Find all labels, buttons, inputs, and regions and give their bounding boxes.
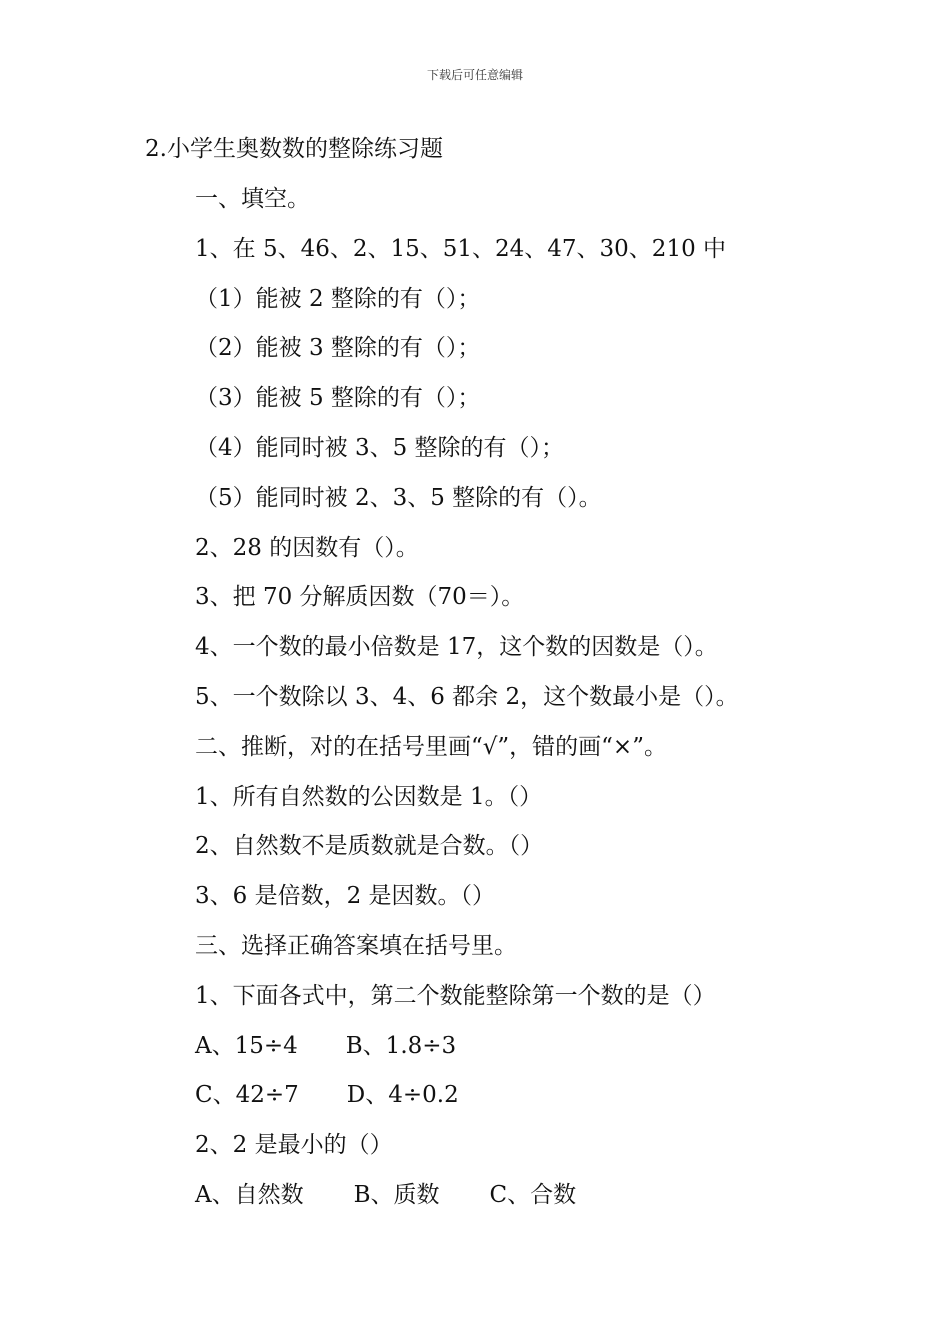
choice-1-options-row-2 xyxy=(195,1079,915,1129)
choice-1-option-b: B、1.8÷3 xyxy=(345,1032,457,1059)
choice-1-option-c: C、42÷7 xyxy=(195,1082,299,1109)
choice-2-option-a: A、自然数 xyxy=(195,1181,304,1208)
judge-1: 1、所有自然数的公因数是 1。（） xyxy=(195,783,543,810)
question-1-part-2: （2）能被 3 整除的有（）； xyxy=(195,335,481,362)
question-3: 3、把 70 分解质因数（70＝）。 xyxy=(195,584,525,611)
question-1: 1、在 5、46、2、15、51、24、47、30、210 中 xyxy=(195,235,727,262)
choice-2-option-c: C、合数 xyxy=(489,1181,577,1208)
question-1-part-4: （4）能同时被 3、5 整除的有（）； xyxy=(195,434,565,461)
choice-2-option-b: B、质数 xyxy=(353,1181,440,1208)
choice-2: 2、2 是最小的（） xyxy=(195,1132,393,1159)
section-2-heading: 二、推断，对的在括号里画“√”，错的画“×”。 xyxy=(195,733,667,760)
question-1-part-3: （3）能被 5 整除的有（）； xyxy=(195,385,481,412)
question-1-part-1: （1）能被 2 整除的有（）； xyxy=(195,285,481,312)
choice-1-options-row-1 xyxy=(195,1030,915,1080)
choice-2-options xyxy=(195,1179,915,1229)
section-1-heading: 一、填空。 xyxy=(195,186,310,212)
question-1-part-5: （5）能同时被 2、3、5 整除的有（）。 xyxy=(195,484,602,511)
question-list xyxy=(195,183,915,1229)
choice-1-option-d: D、4÷0.2 xyxy=(346,1082,459,1109)
question-4: 4、一个数的最小倍数是 17，这个数的因数是（）。 xyxy=(195,634,718,661)
choice-1: 1、下面各式中，第二个数能整除第一个数的是（） xyxy=(195,982,716,1009)
question-5: 5、一个数除以 3、4、6 都余 2，这个数最小是（）。 xyxy=(195,683,739,710)
judge-2: 2、自然数不是质数就是合数。（） xyxy=(195,833,544,860)
choice-1-option-a: A、15÷4 xyxy=(195,1032,298,1059)
question-2: 2、28 的因数有（）。 xyxy=(195,534,419,561)
document-title: 2.小学生奥数数的整除练习题 xyxy=(145,136,443,162)
page-header: 下载后可任意编辑 xyxy=(426,68,523,82)
section-3-heading: 三、选择正确答案填在括号里。 xyxy=(195,932,517,959)
judge-3: 3、6 是倍数，2 是因数。（） xyxy=(195,883,496,910)
